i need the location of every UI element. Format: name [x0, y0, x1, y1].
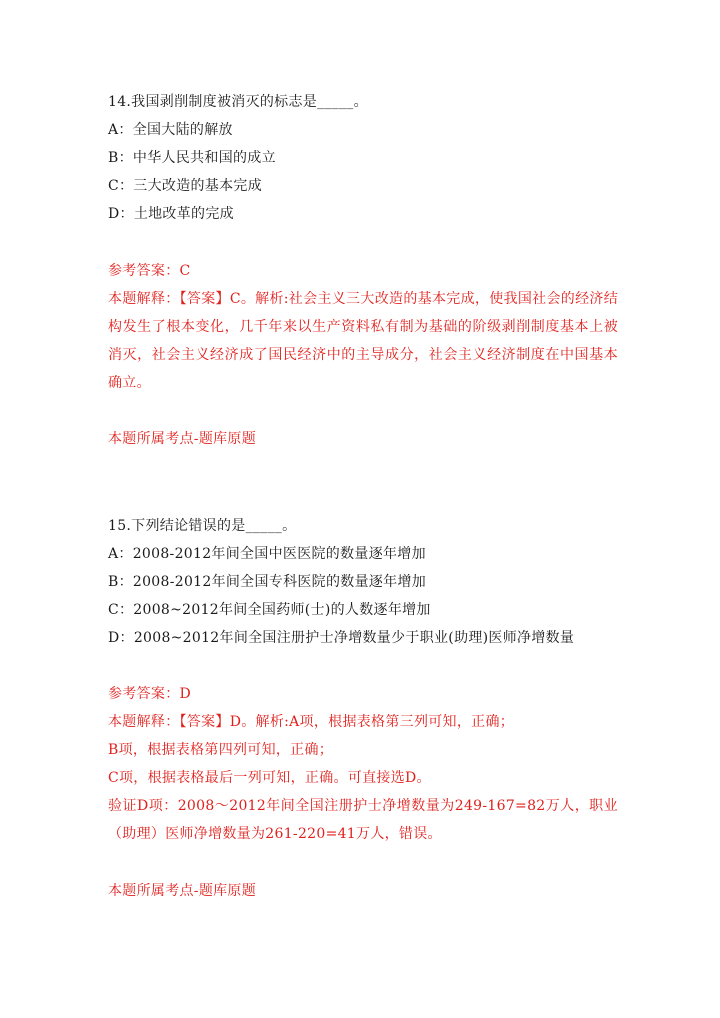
explanation-line: B项，根据表格第四列可知，正确；	[108, 742, 334, 758]
question-15	[108, 512, 618, 652]
option-a: A：2008-2012年间全国中医医院的数量逐年增加	[108, 546, 426, 562]
question-source: 本题所属考点-题库原题	[108, 431, 257, 447]
source-15	[108, 877, 618, 905]
option-c: C：三大改造的基本完成	[108, 178, 263, 194]
question-stem: 15.下列结论错误的是_____。	[108, 518, 297, 534]
option-d: D：2008~2012年间全国注册护士净增数量少于职业(助理)医师净增数量	[108, 630, 575, 646]
explanation-paragraph: 本题解释：【答案】C。解析:社会主义三大改造的基本完成，使我国社会的经济结构发生了根本变化，几千年来以生产资料私有制为基础的阶级剥削制度基本上被消灭，社会主义经济成了国民经济中的主导成分，社会主义经济制度在中国基本确立。	[108, 291, 618, 391]
option-b: B：2008-2012年间全国专科医院的数量逐年增加	[108, 574, 427, 590]
explanation-line: 本题解释：【答案】D。解析:A项，根据表格第三列可知，正确；	[108, 714, 515, 730]
option-b: B：中华人民共和国的成立	[108, 150, 276, 166]
option-d: D：土地改革的完成	[108, 206, 234, 222]
question-14	[108, 88, 618, 228]
option-a: A：全国大陆的解放	[108, 122, 233, 138]
explanation-line: 验证D项：2008～2012年间全国注册护士净增数量为249-167=82万人，职业（助理）医师净增数量为261-220=41万人，错误。	[108, 798, 618, 842]
reference-answer: 参考答案：D	[108, 686, 192, 702]
question-source: 本题所属考点-题库原题	[108, 883, 257, 899]
reference-answer: 参考答案：C	[108, 263, 191, 279]
option-c: C：2008~2012年间全国药师(士)的人数逐年增加	[108, 602, 431, 618]
answer-14	[108, 257, 618, 397]
question-stem: 14.我国剥削制度被消灭的标志是_____。	[108, 94, 368, 110]
answer-15	[108, 680, 618, 848]
explanation-line: C项，根据表格最后一列可知，正确。可直接选D。	[108, 770, 431, 786]
source-14	[108, 425, 618, 453]
